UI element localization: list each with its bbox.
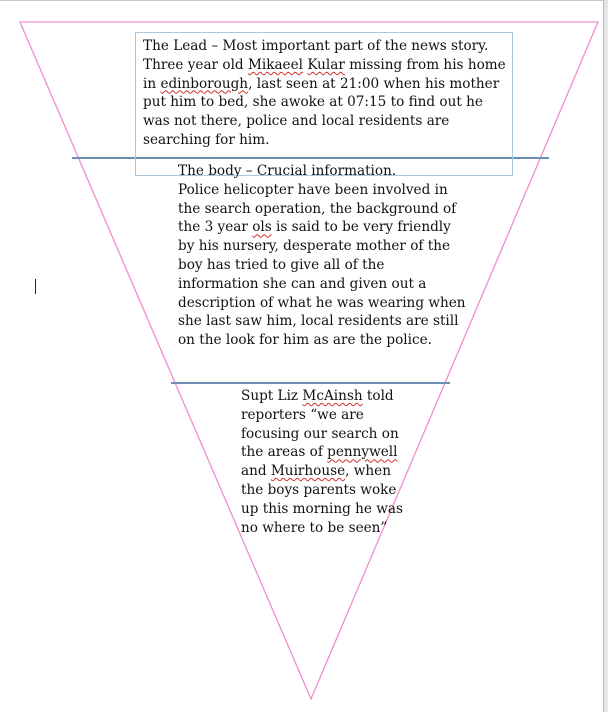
quote-text-1: Supt Liz [241,388,303,404]
body-section[interactable] [178,162,468,350]
misspelled-word[interactable]: Mikaeel [247,56,303,73]
body-text-1: Police helicopter have been involved in the search operation, the background of the 3 year [178,181,457,236]
body-heading: The body – Crucial information. [178,163,397,179]
quote-text-4: , when the boys parents woke up this morning he was no where to be seen” [241,463,403,536]
lead-paragraph [143,56,513,150]
misspelled-word[interactable]: pennywell [327,444,398,461]
quote-section[interactable] [241,387,416,537]
misspelled-word[interactable]: McAinsh [302,388,363,404]
lead-heading: The Lead – Most important part of the news story. [143,38,489,54]
misspelled-word[interactable]: Kular [307,56,345,73]
quote-paragraph [241,387,416,537]
text-cursor [35,279,36,294]
misspelled-word[interactable]: Muirhouse [270,463,346,480]
quote-text-3: and [241,463,271,480]
body-text-2: is said to be very friendly by his nursery, desperate mother of the boy has tried to give all of the information she can and given out a description of what he was wearing when she last saw him, local residents are still on the look for him as are the police. [178,219,466,349]
lead-section[interactable] [143,37,513,150]
quote-text-2: told reporters “we are focusing our search on the areas of [241,388,399,461]
misspelled-word[interactable]: ols [252,219,272,236]
body-paragraph [178,181,468,350]
lead-text-2: missing from his home in [143,56,506,92]
misspelled-word[interactable]: edinborough [160,75,249,92]
lead-text-3: , last seen at 21:00 when his mother put him to bed, she awoke at 07:15 to find out he was not there, police and local residents are searching for him. [143,75,500,148]
lead-text-1: Three year old [143,56,248,73]
